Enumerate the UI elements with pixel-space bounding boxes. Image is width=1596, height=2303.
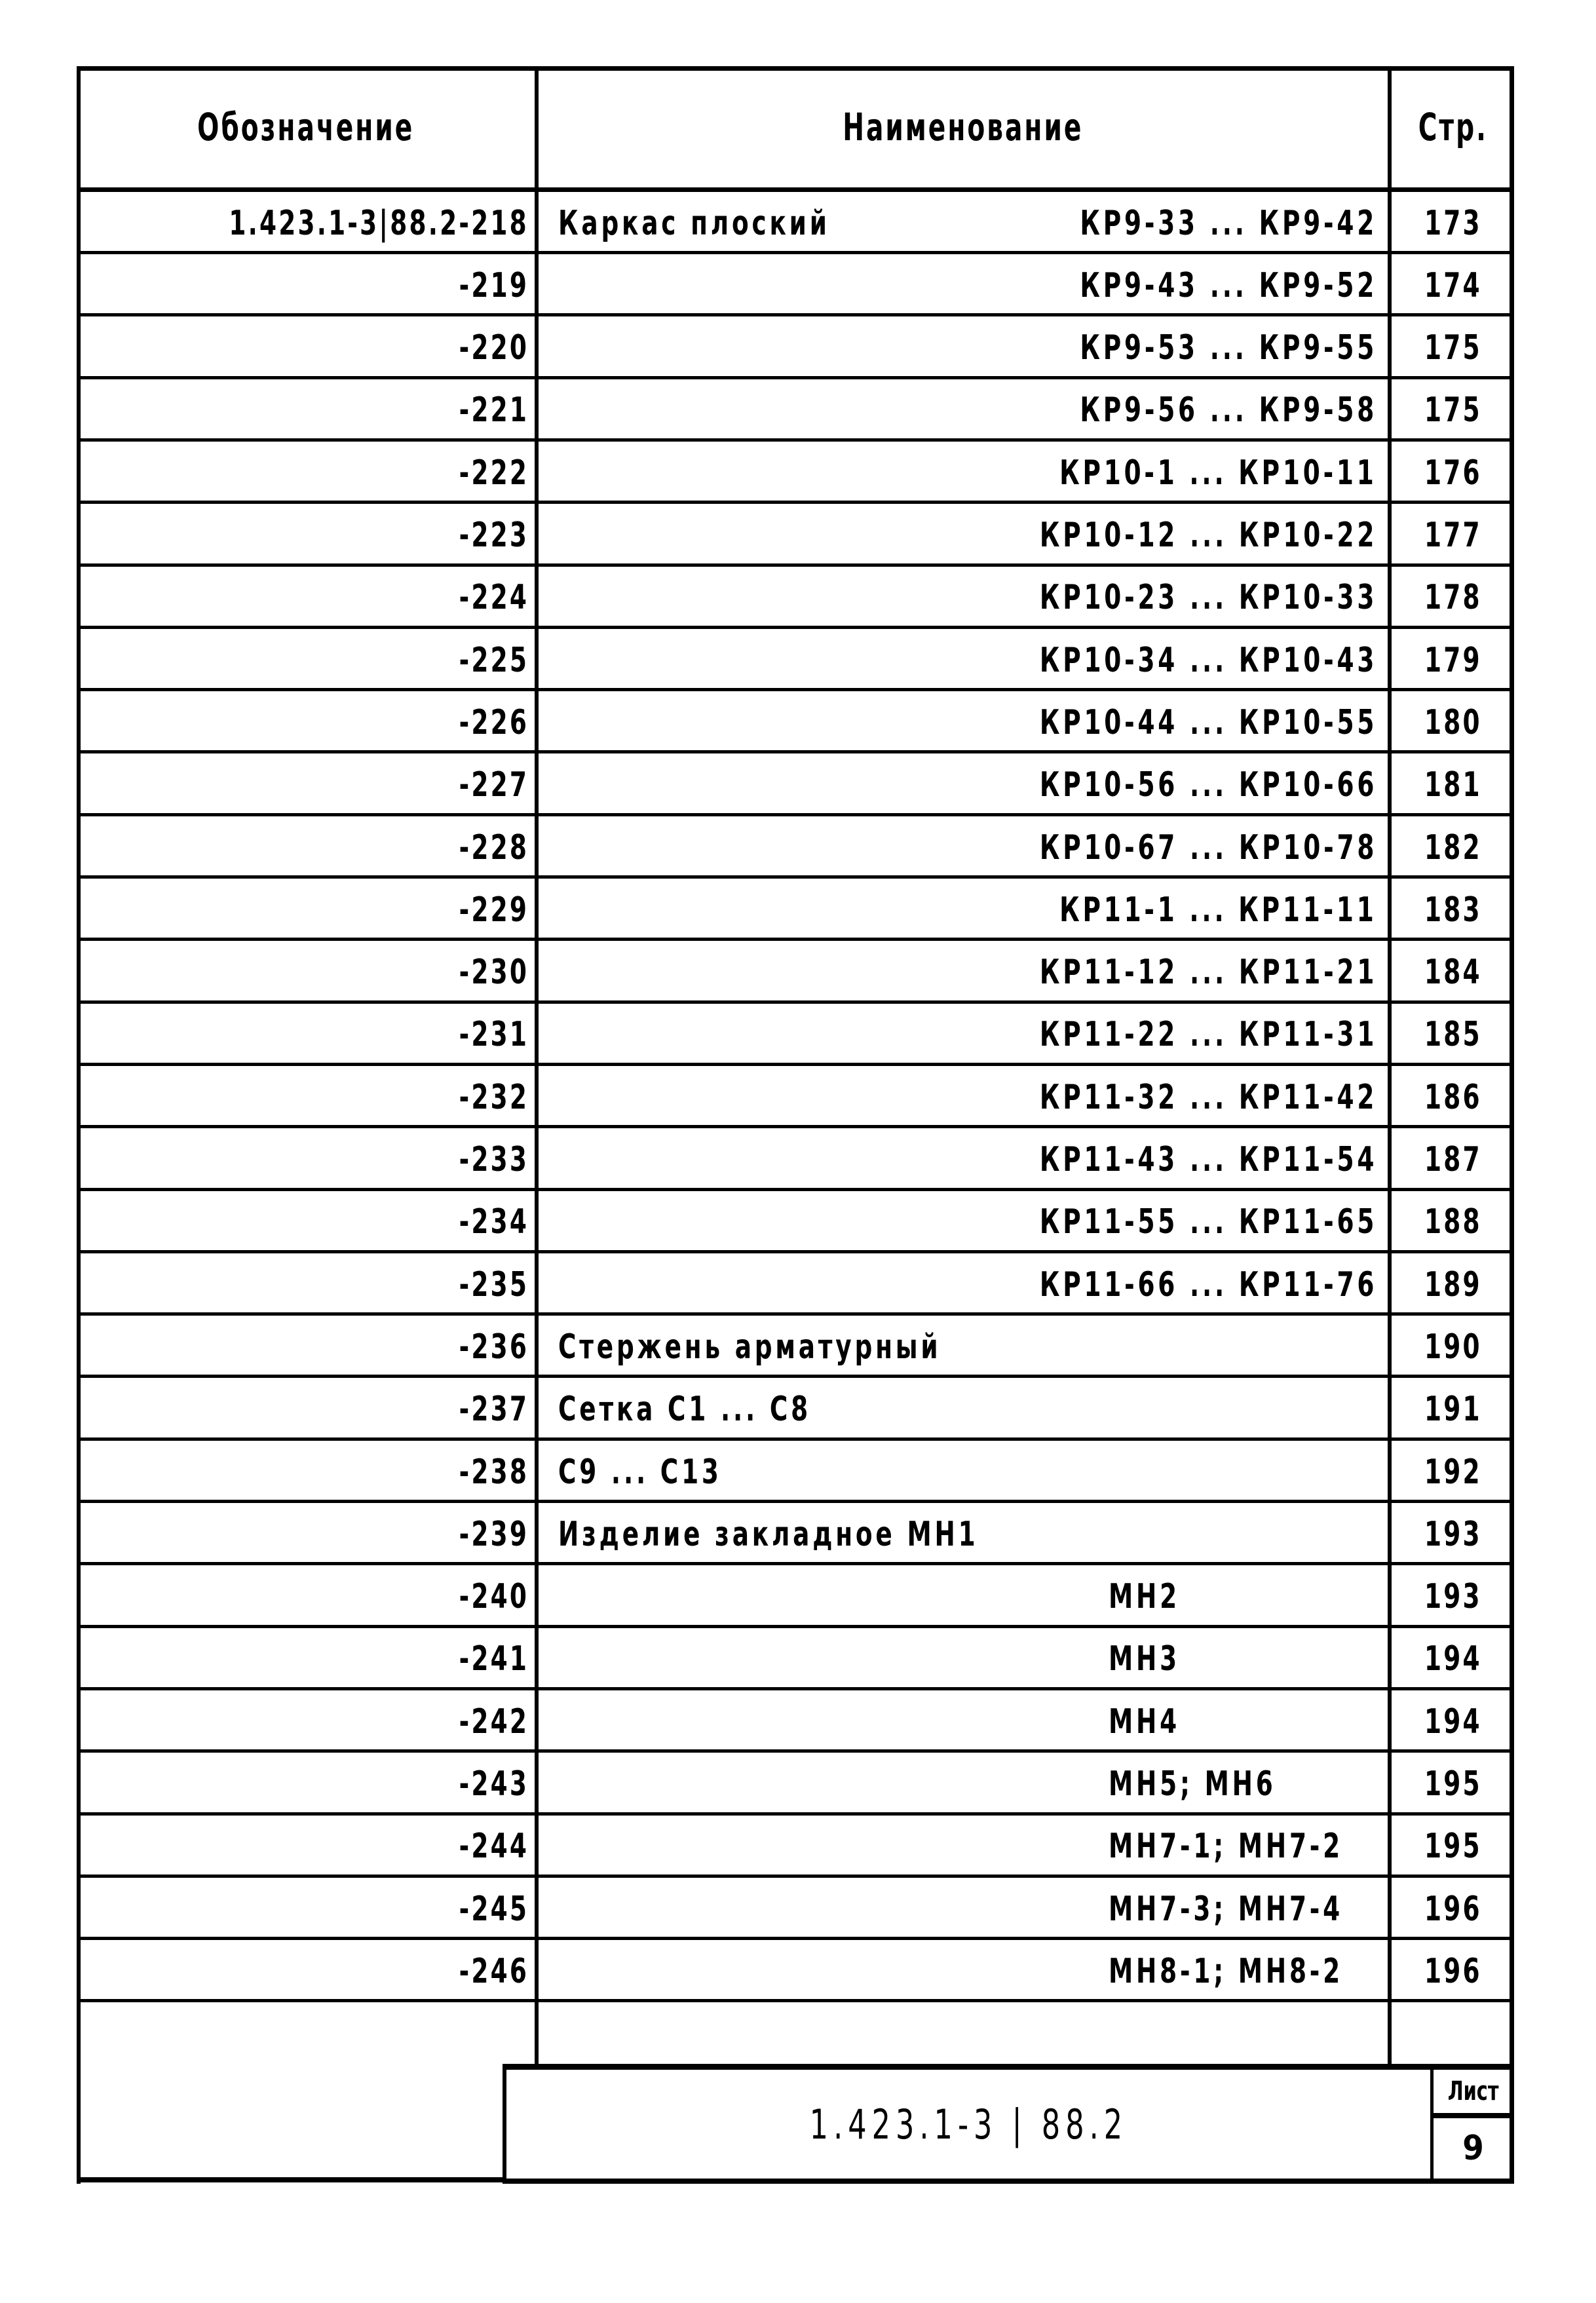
page-cell (1392, 1753, 1514, 1816)
designation-cell (77, 629, 529, 691)
page-cell (1392, 1940, 1514, 2002)
table-row (77, 942, 1514, 1004)
name-cell (539, 442, 1384, 504)
name-cell (539, 1066, 1384, 1128)
designation-text: -237 (459, 1390, 529, 1430)
table-header (77, 66, 1514, 192)
page-number: 178 (1424, 578, 1482, 618)
page-cell (1392, 1628, 1514, 1690)
name-cell (539, 816, 1384, 879)
designation-text: -241 (459, 1639, 529, 1679)
name-cell (539, 192, 1384, 254)
table-row (77, 442, 1514, 504)
designation-cell (77, 442, 529, 504)
header-name-text: Наименование (843, 104, 1084, 149)
sheet-number: 9 (1462, 2129, 1484, 2168)
page-cell (1392, 379, 1514, 442)
page-number: 186 (1424, 1077, 1482, 1117)
designation-cell (77, 1066, 529, 1128)
table-row (77, 1191, 1514, 1253)
page-number: 194 (1424, 1702, 1482, 1742)
table-row (77, 1066, 1514, 1128)
name-cell (539, 879, 1384, 941)
table-row (77, 1316, 1514, 1378)
designation-text: -225 (459, 640, 529, 680)
page-number: 184 (1424, 953, 1482, 993)
page-cell (1392, 1690, 1514, 1753)
designation-text: -226 (459, 702, 529, 742)
name-mark-text: МН2 (1109, 1577, 1181, 1617)
table-row (77, 192, 1514, 254)
header-designation-text: Обозначение (197, 104, 415, 149)
name-range-text: КР11-22 ... КР11-31 (1039, 1015, 1377, 1055)
page-number: 183 (1424, 890, 1482, 930)
designation-text: -230 (459, 953, 529, 993)
frame-bottom-border (77, 2177, 503, 2182)
name-cell (539, 629, 1384, 691)
designation-cell (77, 192, 529, 254)
page-number: 196 (1424, 1889, 1482, 1929)
document-code (506, 2070, 1430, 2179)
page-number: 195 (1424, 1764, 1482, 1804)
name-cell (539, 1253, 1384, 1316)
page-number: 175 (1424, 390, 1482, 430)
name-range-text: КР11-66 ... КР11-76 (1039, 1265, 1377, 1304)
page-number: 189 (1424, 1265, 1482, 1304)
name-cell (539, 254, 1384, 316)
designation-text: -239 (459, 1514, 529, 1554)
header-page (1392, 66, 1514, 187)
page-cell (1392, 192, 1514, 254)
name-mark-text: МН4 (1109, 1702, 1181, 1742)
table-row (77, 1940, 1514, 2002)
name-cell (539, 691, 1384, 753)
name-text: Каркас плоский (558, 203, 830, 243)
name-range-text: КР10-44 ... КР10-55 (1039, 702, 1377, 742)
sheet-label-text: Лист (1447, 2076, 1499, 2106)
page-number: 191 (1424, 1390, 1482, 1430)
page-cell (1392, 942, 1514, 1004)
page-number: 193 (1424, 1514, 1482, 1554)
designation-text: -223 (459, 516, 529, 555)
page-cell (1392, 1566, 1514, 1628)
name-cell (539, 1566, 1384, 1628)
designation-cell (77, 879, 529, 941)
name-cell (539, 1940, 1384, 2002)
name-range-text: КР11-32 ... КР11-42 (1039, 1077, 1377, 1117)
designation-cell (77, 254, 529, 316)
designation-text: -232 (459, 1077, 529, 1117)
designation-text: 1.423.1-3|88.2-218 (229, 203, 529, 243)
table-row (77, 567, 1514, 629)
table-row (77, 879, 1514, 941)
designation-cell (77, 1191, 529, 1253)
page-cell (1392, 754, 1514, 816)
designation-cell (77, 567, 529, 629)
name-range-text: КР10-34 ... КР10-43 (1039, 640, 1377, 680)
page-cell (1392, 816, 1514, 879)
designation-cell (77, 1004, 529, 1066)
designation-cell (77, 1690, 529, 1753)
designation-text: -231 (459, 1015, 529, 1055)
name-text: Сетка С1 ... С8 (558, 1390, 811, 1430)
page-cell (1392, 504, 1514, 567)
page-number: 192 (1424, 1452, 1482, 1492)
designation-cell (77, 1441, 529, 1503)
table-row (77, 1379, 1514, 1441)
sheet-label (1434, 2070, 1513, 2118)
page-cell (1392, 1129, 1514, 1191)
page-cell (1392, 629, 1514, 691)
designation-text: -219 (459, 265, 529, 305)
page-cell (1392, 1379, 1514, 1441)
sheet-number-box (1430, 2070, 1513, 2179)
designation-cell (77, 1379, 529, 1441)
name-range-text: КР10-1 ... КР10-11 (1059, 453, 1377, 493)
table-row (77, 1129, 1514, 1191)
name-cell (539, 1503, 1384, 1565)
designation-text: -228 (459, 828, 529, 867)
page-cell (1392, 1816, 1514, 1878)
name-cell (539, 1816, 1384, 1878)
name-range-text: КР11-55 ... КР11-65 (1039, 1202, 1377, 1242)
name-cell (539, 1441, 1384, 1503)
table-row (77, 1441, 1514, 1503)
table-row (77, 1253, 1514, 1316)
table-row (77, 379, 1514, 442)
name-range-text: КР10-67 ... КР10-78 (1039, 828, 1377, 867)
name-cell (539, 1316, 1384, 1378)
name-cell (539, 1878, 1384, 1940)
page-cell (1392, 1441, 1514, 1503)
header-page-text: Стр. (1418, 104, 1488, 149)
table-row (77, 1566, 1514, 1628)
name-cell (539, 1628, 1384, 1690)
designation-text: -246 (459, 1951, 529, 1991)
name-cell (539, 1191, 1384, 1253)
page-cell (1392, 1191, 1514, 1253)
page-cell (1392, 1316, 1514, 1378)
page-cell (1392, 1004, 1514, 1066)
designation-text: -222 (459, 453, 529, 493)
designation-text: -238 (459, 1452, 529, 1492)
page-number: 174 (1424, 265, 1482, 305)
page-number: 175 (1424, 328, 1482, 368)
name-cell (539, 754, 1384, 816)
designation-cell (77, 1628, 529, 1690)
designation-cell (77, 1878, 529, 1940)
designation-text: -236 (459, 1327, 529, 1367)
page-cell (1392, 317, 1514, 379)
designation-cell (77, 1316, 529, 1378)
name-cell (539, 567, 1384, 629)
page-number: 185 (1424, 1015, 1482, 1055)
designation-cell (77, 1253, 529, 1316)
page-number: 196 (1424, 1951, 1482, 1991)
header-designation (77, 66, 535, 187)
designation-cell (77, 816, 529, 879)
table-row (77, 254, 1514, 316)
page-cell (1392, 1066, 1514, 1128)
designation-cell (77, 1566, 529, 1628)
table-row (77, 317, 1514, 379)
designation-text: -244 (459, 1827, 529, 1867)
page-cell (1392, 1503, 1514, 1565)
designation-text: -233 (459, 1140, 529, 1179)
designation-cell (77, 1503, 529, 1565)
name-range-text: КР10-23 ... КР10-33 (1039, 578, 1377, 618)
header-name (539, 66, 1388, 187)
name-cell (539, 1690, 1384, 1753)
name-range-text: КР11-43 ... КР11-54 (1039, 1140, 1377, 1179)
page-cell (1392, 691, 1514, 753)
designation-cell (77, 1816, 529, 1878)
page-cell (1392, 567, 1514, 629)
designation-cell (77, 1940, 529, 2002)
designation-text: -242 (459, 1702, 529, 1742)
page-number: 173 (1424, 203, 1482, 243)
page-number: 193 (1424, 1577, 1482, 1617)
page-number: 182 (1424, 828, 1482, 867)
name-text: Стержень арматурный (558, 1327, 941, 1367)
designation-text: -240 (459, 1577, 529, 1617)
designation-cell (77, 317, 529, 379)
designation-text: -224 (459, 578, 529, 618)
page-cell (1392, 442, 1514, 504)
page-number: 179 (1424, 640, 1482, 680)
name-range-text: КР9-56 ... КР9-58 (1080, 390, 1377, 430)
table-row (77, 1004, 1514, 1066)
name-cell (539, 1379, 1384, 1441)
designation-text: -227 (459, 765, 529, 805)
name-cell (539, 1129, 1384, 1191)
name-mark-text: МН5; МН6 (1109, 1764, 1276, 1804)
table-row (77, 754, 1514, 816)
designation-cell (77, 1129, 529, 1191)
designation-text: -243 (459, 1764, 529, 1804)
table-row (77, 1816, 1514, 1878)
table-row (77, 1690, 1514, 1753)
designation-cell (77, 1753, 529, 1816)
designation-text: -235 (459, 1265, 529, 1304)
name-mark-text: МН7-3; МН7-4 (1109, 1889, 1343, 1929)
page-number: 181 (1424, 765, 1482, 805)
name-cell (539, 379, 1384, 442)
page-number: 188 (1424, 1202, 1482, 1242)
page-number: 195 (1424, 1827, 1482, 1867)
name-range-text: КР9-53 ... КР9-55 (1080, 328, 1377, 368)
table-row (77, 1753, 1514, 1816)
name-mark-text: МН8-1; МН8-2 (1109, 1951, 1343, 1991)
page-cell (1392, 1878, 1514, 1940)
name-cell (539, 1753, 1384, 1816)
designation-text: -221 (459, 390, 529, 430)
page-cell (1392, 1253, 1514, 1316)
designation-text: -229 (459, 890, 529, 930)
page-number: 180 (1424, 702, 1482, 742)
name-cell (539, 317, 1384, 379)
page-number: 177 (1424, 516, 1482, 555)
designation-text: -220 (459, 328, 529, 368)
name-cell (539, 504, 1384, 567)
designation-cell (77, 504, 529, 567)
page-cell (1392, 254, 1514, 316)
table-row (77, 816, 1514, 879)
table-row (77, 1628, 1514, 1690)
table-row (77, 629, 1514, 691)
name-text: Изделие закладное МН1 (558, 1514, 979, 1554)
name-range-text: КР11-12 ... КР11-21 (1039, 953, 1377, 993)
title-block-stamp (503, 2064, 1514, 2184)
name-cell (539, 942, 1384, 1004)
name-text: С9 ... С13 (558, 1452, 722, 1492)
designation-cell (77, 691, 529, 753)
name-range-text: КР9-33 ... КР9-42 (1080, 203, 1377, 243)
table-row (77, 1503, 1514, 1565)
table-row (77, 691, 1514, 753)
page-number: 187 (1424, 1140, 1482, 1179)
page-number: 176 (1424, 453, 1482, 493)
page-number: 194 (1424, 1639, 1482, 1679)
designation-text: -245 (459, 1889, 529, 1929)
designation-cell (77, 379, 529, 442)
name-mark-text: МН7-1; МН7-2 (1109, 1827, 1343, 1867)
name-range-text: КР10-12 ... КР10-22 (1039, 516, 1377, 555)
designation-cell (77, 942, 529, 1004)
document-sheet (77, 66, 1514, 2184)
table-row (77, 1878, 1514, 1940)
name-range-text: КР10-56 ... КР10-66 (1039, 765, 1377, 805)
designation-text: -234 (459, 1202, 529, 1242)
page-number: 190 (1424, 1327, 1482, 1367)
name-mark-text: МН3 (1109, 1639, 1181, 1679)
name-range-text: КР11-1 ... КР11-11 (1059, 890, 1377, 930)
document-code-text: 1.423.1-3 | 88.2 (809, 2100, 1128, 2148)
name-cell (539, 1004, 1384, 1066)
page-cell (1392, 879, 1514, 941)
designation-cell (77, 754, 529, 816)
table-row (77, 504, 1514, 567)
name-range-text: КР9-43 ... КР9-52 (1080, 265, 1377, 305)
